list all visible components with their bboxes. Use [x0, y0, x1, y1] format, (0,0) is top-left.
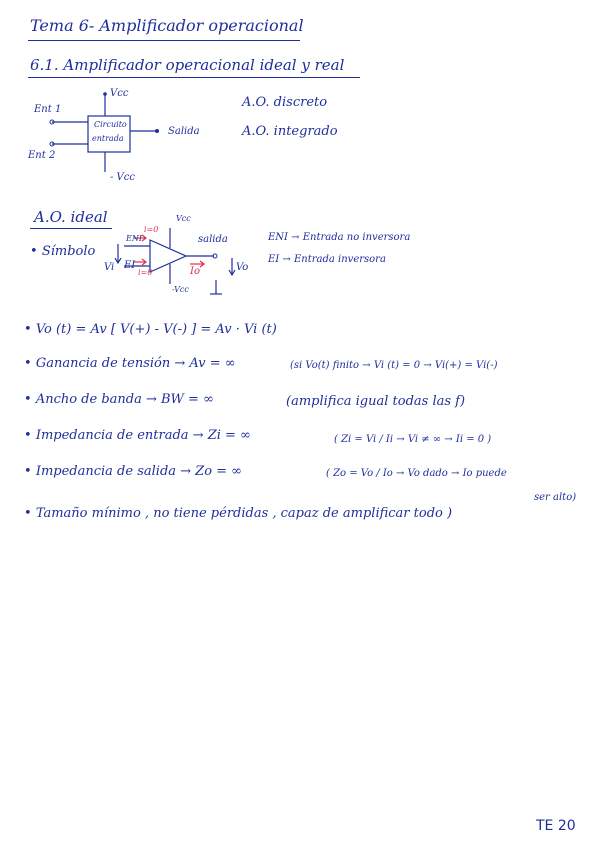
input1-label: Ent 1: [34, 104, 62, 115]
box-label-line1: Circuito: [94, 120, 127, 129]
bullet-output-impedance-note: ( Zo = Vo / Io → Vo dado → Io puede: [326, 468, 507, 479]
bullet-input-impedance: • Impedancia de entrada → Zi = ∞: [24, 428, 251, 443]
section1-heading: 6.1. Amplificador operacional ideal y real: [30, 56, 345, 74]
bullet-bandwidth-note: (amplifica igual todas las f): [286, 394, 466, 409]
symbol-bullet: • Símbolo: [30, 244, 96, 259]
symbol-io: Io: [190, 266, 200, 277]
symbol-vi: Vi: [104, 262, 115, 273]
page-number: TE 20: [536, 818, 576, 834]
bullet-voltage-gain-note: (si Vo(t) finito → Vi (t) = 0 → Vi(+) = Vi(-): [290, 360, 498, 371]
symbol-salida: salida: [198, 234, 228, 245]
bullet-text: Ganancia de tensión → Av = ∞: [35, 356, 236, 371]
bullet-text: Impedancia de entrada → Zi = ∞: [35, 428, 251, 443]
symbol-label: Símbolo: [41, 244, 96, 259]
page-title: Tema 6- Amplificador operacional: [30, 16, 304, 35]
symbol-i-top: i=0: [144, 225, 159, 234]
bullet-output-impedance-note2: ser alto): [534, 492, 577, 503]
bullet-bandwidth: • Ancho de banda → BW = ∞: [24, 392, 214, 407]
vcc-label: Vcc: [110, 88, 129, 99]
box-label-line2: entrada: [92, 134, 124, 143]
legend-eni: ENI → Entrada no inversora: [268, 232, 411, 243]
symbol-vcc: Vcc: [176, 214, 191, 223]
bullet-output-voltage: • Vo (t) = Av [ V(+) - V(-) ] = Av · Vi (t): [24, 322, 277, 337]
output-label: Salida: [168, 126, 200, 137]
legend-ei: EI → Entrada inversora: [268, 254, 386, 265]
symbol-neg-vcc: -Vcc: [172, 285, 189, 294]
bullet-text: Vo (t) = Av [ V(+) - V(-) ] = Av · Vi (t): [35, 322, 277, 337]
symbol-i-bottom: i=0: [138, 268, 153, 277]
bullet-output-impedance: • Impedancia de salida → Zo = ∞: [24, 464, 243, 479]
bullet-size: • Tamaño mínimo , no tiene pérdidas , capaz de amplificar todo ): [24, 506, 453, 521]
bullet-text: Ancho de banda → BW = ∞: [35, 392, 214, 407]
symbol-vo: Vo: [236, 262, 249, 273]
type-integrated: A.O. integrado: [242, 124, 338, 139]
bullet-text: Tamaño mínimo , no tiene pérdidas , capaz de amplificar todo ): [35, 506, 453, 521]
section2-heading: A.O. ideal: [34, 208, 108, 226]
bullet-voltage-gain: • Ganancia de tensión → Av = ∞: [24, 356, 236, 371]
bullet-text: Impedancia de salida → Zo = ∞: [35, 464, 243, 479]
bullet-input-impedance-note: ( Zi = Vi / Ii → Vi ≠ ∞ → Ii = 0 ): [334, 434, 492, 445]
symbol-ei: EI: [124, 260, 136, 271]
symbol-eni: ENI: [126, 234, 142, 243]
neg-vcc-label: - Vcc: [110, 172, 135, 183]
type-discrete: A.O. discreto: [242, 95, 328, 110]
input2-label: Ent 2: [28, 150, 56, 161]
